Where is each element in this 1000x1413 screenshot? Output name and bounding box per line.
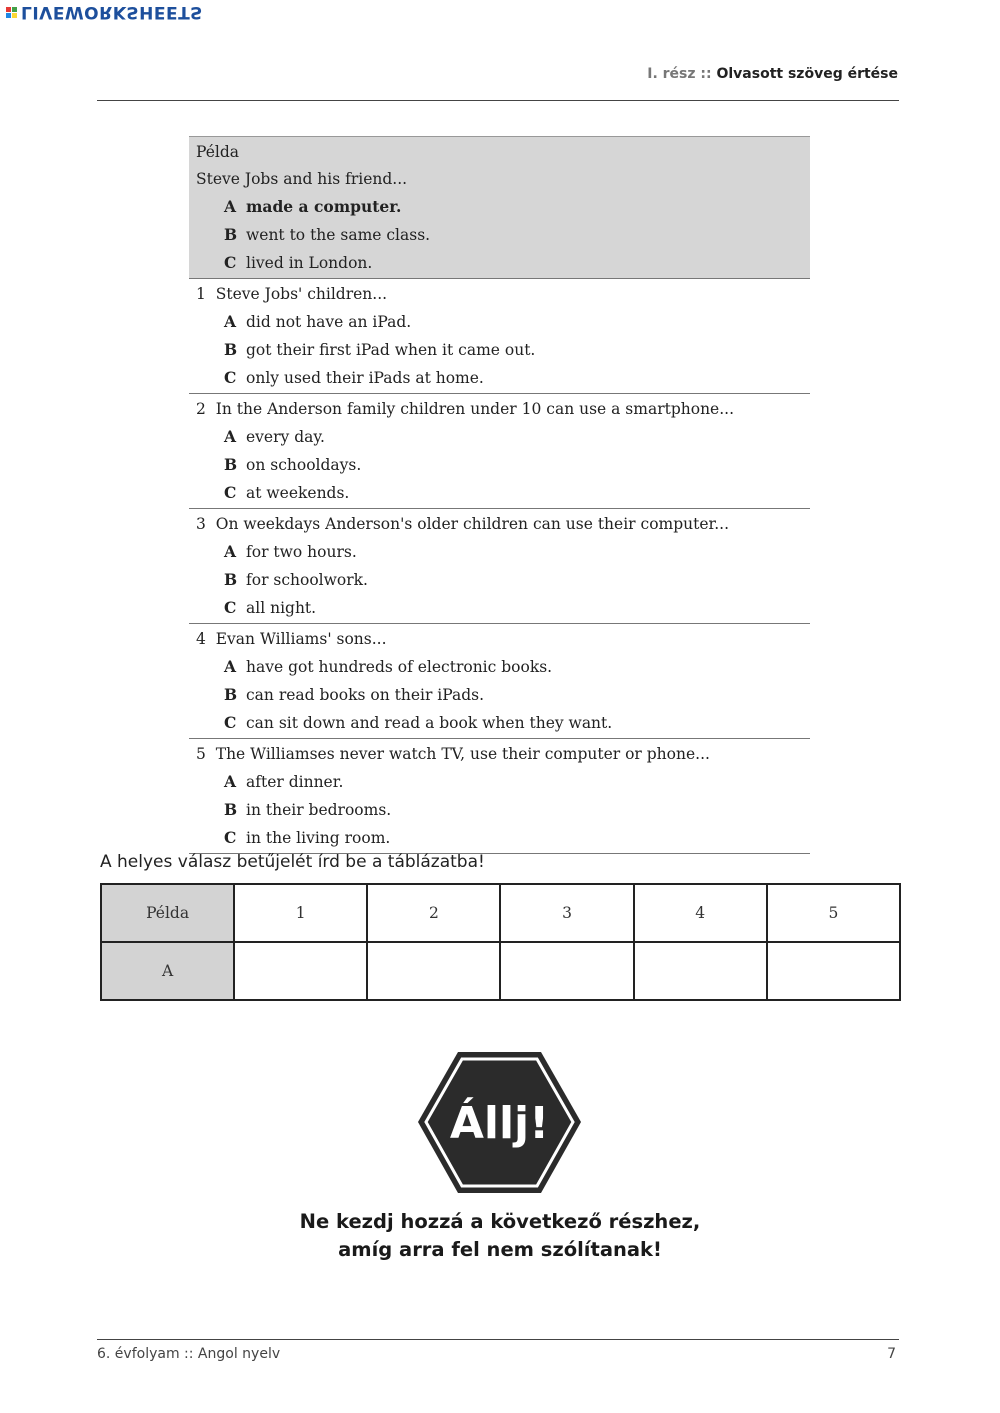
top-divider <box>97 100 899 101</box>
header-cell-4: 4 <box>634 884 767 942</box>
example-stem: Steve Jobs and his friend... <box>196 170 408 188</box>
answer-option: C all night. <box>224 598 317 617</box>
answer-cell-2[interactable] <box>367 942 500 1000</box>
footer-grade: 6. évfolyam :: Angol nyelv <box>97 1346 281 1362</box>
header-cell-5: 5 <box>767 884 900 942</box>
question-stem: 1 Steve Jobs' children... <box>196 285 388 303</box>
example-option: A made a computer. <box>224 197 402 216</box>
answer-cell-3[interactable] <box>500 942 633 1000</box>
question-2 <box>189 394 810 509</box>
logo-text: LIVEWORKSHEETS <box>21 2 203 22</box>
answer-option: A for two hours. <box>224 542 357 561</box>
question-stem: 5 The Williamses never watch TV, use their computer or phone... <box>196 745 710 763</box>
answer-table-header-row <box>101 884 900 942</box>
header-cell-1: 1 <box>234 884 367 942</box>
answer-option: B in their bedrooms. <box>224 800 392 819</box>
answer-cell-5[interactable] <box>767 942 900 1000</box>
section-title: Olvasott szöveg értése <box>716 66 898 82</box>
answer-option: A did not have an iPad. <box>224 312 412 331</box>
example-option: B went to the same class. <box>224 225 431 244</box>
header-cell-3: 3 <box>500 884 633 942</box>
question-4 <box>189 624 810 739</box>
section-header <box>647 66 898 82</box>
answer-option: C only used their iPads at home. <box>224 368 484 387</box>
stop-message <box>200 1208 800 1264</box>
question-list <box>189 136 810 854</box>
answer-option: B can read books on their iPads. <box>224 685 485 704</box>
answer-option: C in the living room. <box>224 828 391 847</box>
answer-option: A after dinner. <box>224 772 344 791</box>
stop-message-line-1: Ne kezdj hozzá a következő részhez, <box>299 1210 701 1233</box>
answer-option: C can sit down and read a book when they want. <box>224 713 613 732</box>
answer-option: A have got hundreds of electronic books. <box>224 657 553 676</box>
page-number: 7 <box>887 1346 896 1362</box>
question-3 <box>189 509 810 624</box>
answer-cell-example: A <box>101 942 234 1000</box>
example-option: C lived in London. <box>224 253 373 272</box>
logo-squares-icon <box>6 7 17 18</box>
header-cell-2: 2 <box>367 884 500 942</box>
bottom-divider <box>97 1339 899 1340</box>
stop-sign-icon <box>416 1050 583 1195</box>
answer-option: B got their first iPad when it came out. <box>224 340 536 359</box>
section-part: I. rész :: <box>647 66 712 82</box>
stop-message-line-2: amíg arra fel nem szólítanak! <box>338 1238 662 1261</box>
header-cell-example: Példa <box>101 884 234 942</box>
answer-cell-1[interactable] <box>234 942 367 1000</box>
question-stem: 3 On weekdays Anderson's older children can use their computer... <box>196 515 730 533</box>
answer-option: C at weekends. <box>224 483 350 502</box>
answer-option: A every day. <box>224 427 325 446</box>
answer-table-answer-row <box>101 942 900 1000</box>
answer-cell-4[interactable] <box>634 942 767 1000</box>
question-stem: 4 Evan Williams' sons... <box>196 630 387 648</box>
liveworksheets-logo <box>6 2 203 22</box>
question-stem: 2 In the Anderson family children under 10 can use a smartphone... <box>196 400 735 418</box>
example-label: Példa <box>196 143 240 161</box>
answer-table <box>100 883 901 1001</box>
stop-sign-text: Állj! <box>449 1098 550 1149</box>
answer-option: B for schoolwork. <box>224 570 368 589</box>
question-1 <box>189 279 810 394</box>
example-block <box>189 136 810 279</box>
instruction-text: A helyes válasz betűjelét írd be a táblázatba! <box>100 852 485 872</box>
question-5 <box>189 739 810 854</box>
answer-option: B on schooldays. <box>224 455 362 474</box>
